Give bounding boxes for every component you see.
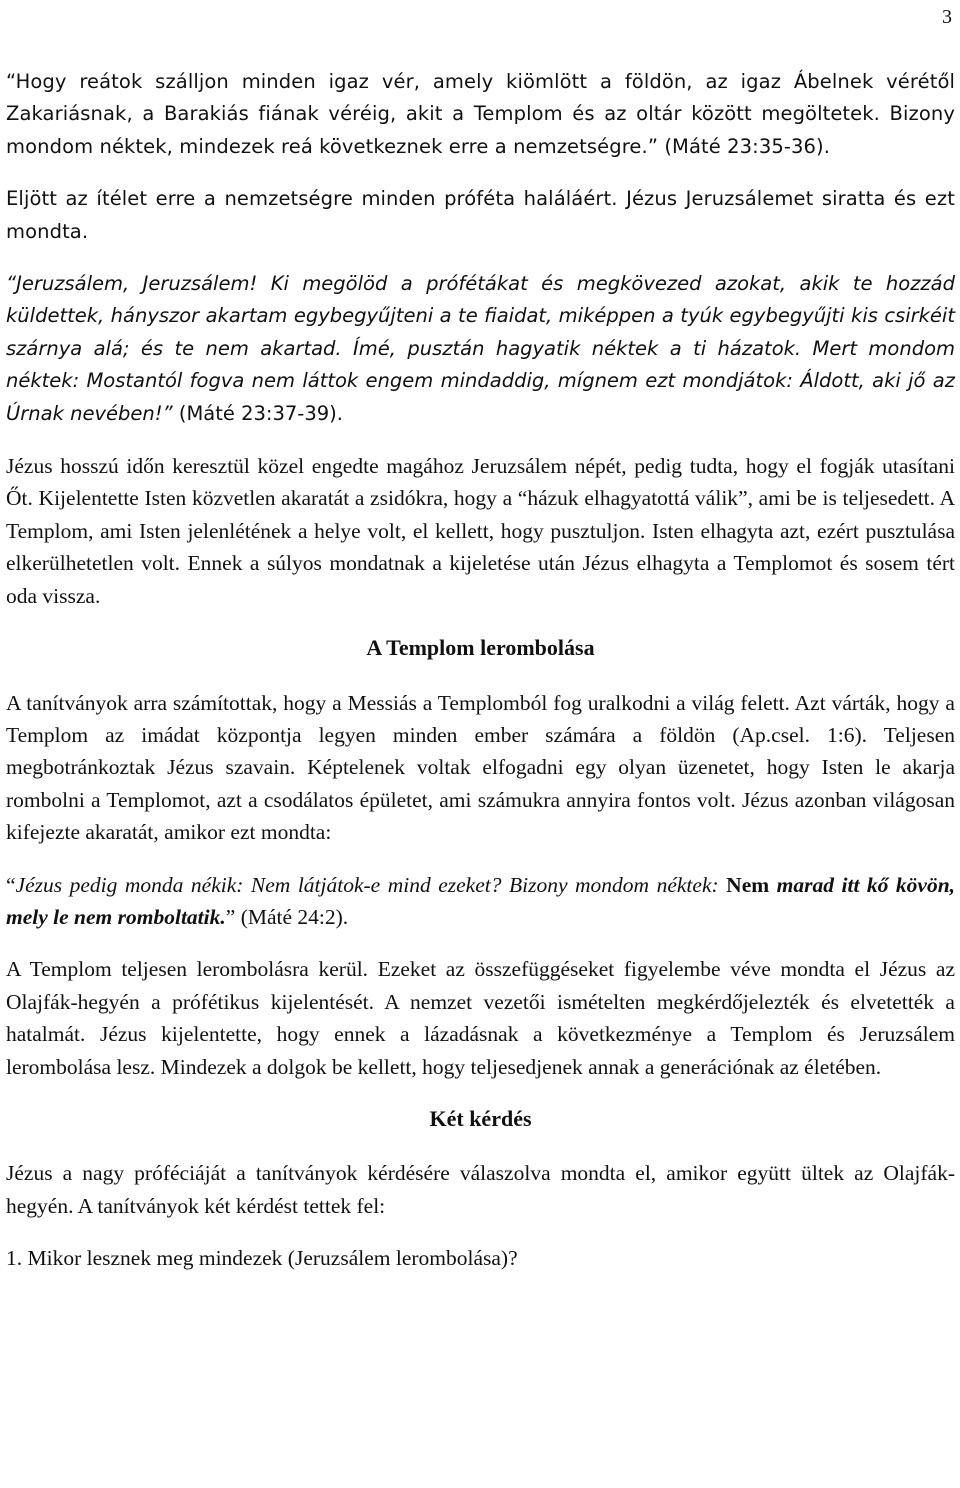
scripture-reference: (Máté 24:2). bbox=[240, 904, 349, 929]
section-heading-temple-destruction: A Templom lerombolása bbox=[366, 635, 595, 661]
quote-paragraph-3: “Jeruzsálem, Jeruzsálem! Ki megölöd a prófétákat és megkövezed azokat, akik te hozzád küldettek, hányszor akartam egybegyűjteni a te fiaidat, miképpen a tyúk egybegyűjti kis csirkéit szárnya alá; és te nem akartad. Ímé, pusztán hagyatik néktek a ti házatok. Mert mondom néktek: Mostantól fogva nem láttok engem mindaddig, mígnem ezt mondjátok: Áldott, aki jő az Úrnak nevében!” (Máté 23:37-39). bbox=[6, 272, 956, 425]
quote-text: Ki megölöd a prófétákat és megkövezed azokat, akik te hozzád küldettek, hányszor akartam egybegyűjteni a te fiaidat, miképpen a tyúk egybegyűjti kis csirkéit szárnya alá; és te nem akartad. Ímé, pusztán hagyatik néktek a ti házatok. bbox=[6, 272, 955, 360]
quote-text: Bizony mondom néktek: bbox=[509, 872, 719, 897]
section-heading-two-questions: Két kérdés bbox=[429, 1105, 532, 1131]
sentence: Jézus azonban világosan kifejezte akaratát, amikor ezt mondta: bbox=[6, 787, 956, 845]
sentence: Ennek a súlyos mondatnak a kijeletése után Jézus elhagyta a Templomot és sosem tért oda vissza. bbox=[6, 551, 956, 608]
document-body bbox=[6, 66, 955, 1295]
sentence: Jézus a nagy próféciáját a tanítványok kérdésére válaszolva mondta el, amikor együtt ültek az Olajfák-hegyén. bbox=[6, 1161, 955, 1218]
inline-quote: házuk elhagyatottá válik bbox=[527, 486, 739, 511]
quote-bold-italic: marad itt kő kövön, mely le nem romboltatik. bbox=[6, 872, 956, 929]
scripture-reference: (Máté 23:35-36). bbox=[664, 134, 831, 158]
sentence: Mindezek a dolgok be kellett, hogy teljesedjenek annak a generációnak az életében. bbox=[160, 1054, 882, 1079]
paragraph-4: Jézus hosszú időn keresztül közel engedte magához Jeruzsálem népét, pedig tudta, hogy el fogják utasítani Őt. Kijelentette Isten közvetlen akaratát a zsidókra, hogy a “házuk elhagyatottá válik”, ami be is teljesedett. A Templom, ami Isten jelenlétének a helye volt, el kellett, hogy pusztuljon. Isten elhagyta azt, ezért pusztulása elkerülhetetlen volt. Ennek a súlyos mondatnak a kijeletése után Jézus elhagyta a Templomot és sosem tért oda vissza. bbox=[6, 454, 956, 608]
paragraph-8 bbox=[6, 1157, 955, 1222]
sentence: Jézus kijelentette, hogy ennek a lázadásnak a következménye a Templom és Jeruzsálem lerombolása lesz. bbox=[6, 1022, 956, 1079]
sentence: A tanítványok két kérdést tettek fel: bbox=[77, 1193, 386, 1218]
sentence: A tanítványok arra számítottak, hogy a Messiás a Templomból fog uralkodni a világ felett. bbox=[6, 690, 790, 715]
sentence: Teljesen megbotránkoztak Jézus szavain. bbox=[6, 722, 955, 780]
quote-text: Mert mondom néktek: Mostantól fogva nem láttok engem mindaddig, mígnem ezt mondjátok: Áldott, aki jő az Úrnak nevében! bbox=[6, 336, 956, 425]
quote-paragraph-1: “Hogy reátok szálljon minden igaz vér, amely kiömlött a földön, az igaz Ábelnek vérétől Zakariásnak, a Barakiás fiának véréig, akit a Templom és az oltár között megöltetek. Bizony mondom néktek, mindezek reá következnek erre a nemzetségre.” (Máté 23:35-36). bbox=[6, 70, 955, 158]
quote-paragraph-6: “Jézus pedig monda nékik: Nem látjátok-e mind ezeket? Bizony mondom néktek: Nem marad itt kő kövön, mely le nem romboltatik.” (Máté 24:2). bbox=[6, 872, 956, 929]
sentence: Jézus hosszú időn keresztül közel engedte magához Jeruzsálem népét, pedig tudta, hogy el fogják utasítani Őt. bbox=[6, 454, 955, 511]
page-number: 3 bbox=[942, 6, 952, 28]
paragraph-2: Eljött az ítélet erre a nemzetségre minden próféta haláláért. Jézus Jeruzsálemet siratta és ezt mondta. bbox=[6, 187, 955, 243]
sentence: Képtelenek voltak elfogadni egy olyan üzenetet, hogy Isten le akarja rombolni a Templomot, azt a csodálatos épületet, ami számukra annyira fontos volt. bbox=[6, 755, 955, 812]
quote-text: Jézus pedig monda nékik: Nem látjátok-e mind ezeket? bbox=[15, 872, 502, 897]
sentence: , ami be is teljesedett. bbox=[747, 486, 936, 511]
sentence: Ezeket az összefüggéseket figyelembe véve mondta el Jézus az Olajfák-hegyén a prófétikus kijelentését. bbox=[6, 957, 955, 1014]
scripture-reference: (Máté 23:37-39). bbox=[178, 401, 343, 425]
sentence: A Templom, ami Isten jelenlétének a helye volt, el kellett, hogy pusztuljon. bbox=[6, 486, 956, 543]
list-item-question-1: 1. Mikor lesznek meg mindezek (Jeruzsálem lerombolása)? bbox=[6, 1246, 518, 1271]
quote-text: Jeruzsálem, Jeruzsálem! bbox=[16, 272, 258, 296]
paragraph-7 bbox=[6, 953, 955, 1083]
quote-bold: Nem bbox=[726, 872, 770, 897]
quote-text: Hogy reátok szálljon minden igaz vér, amely kiömlött a földön, az igaz Ábelnek vérétől Zakariásnak, a Barakiás fiának véréig, akit a Templom és az oltár között megöltetek. Bizony mondom néktek, mindezek reá következnek erre a nemzetségre. bbox=[6, 70, 955, 158]
sentence: A Templom teljesen lerombolásra kerül. bbox=[6, 957, 369, 982]
sentence: Isten elhagyta azt, ezért pusztulása elkerülhetetlen volt. bbox=[6, 518, 956, 576]
sentence: Kijelentette Isten közvetlen akaratát a zsidókra, hogy a bbox=[38, 486, 513, 511]
paragraph-5 bbox=[6, 687, 955, 849]
sentence: Azt várták, hogy a Templom az imádat központja legyen minden ember számára a földön (Ap.csel. 1:6). bbox=[6, 690, 955, 747]
sentence: A nemzet vezetői ismételten megkérdőjelezték és elvetették a hatalmát. bbox=[6, 989, 955, 1047]
